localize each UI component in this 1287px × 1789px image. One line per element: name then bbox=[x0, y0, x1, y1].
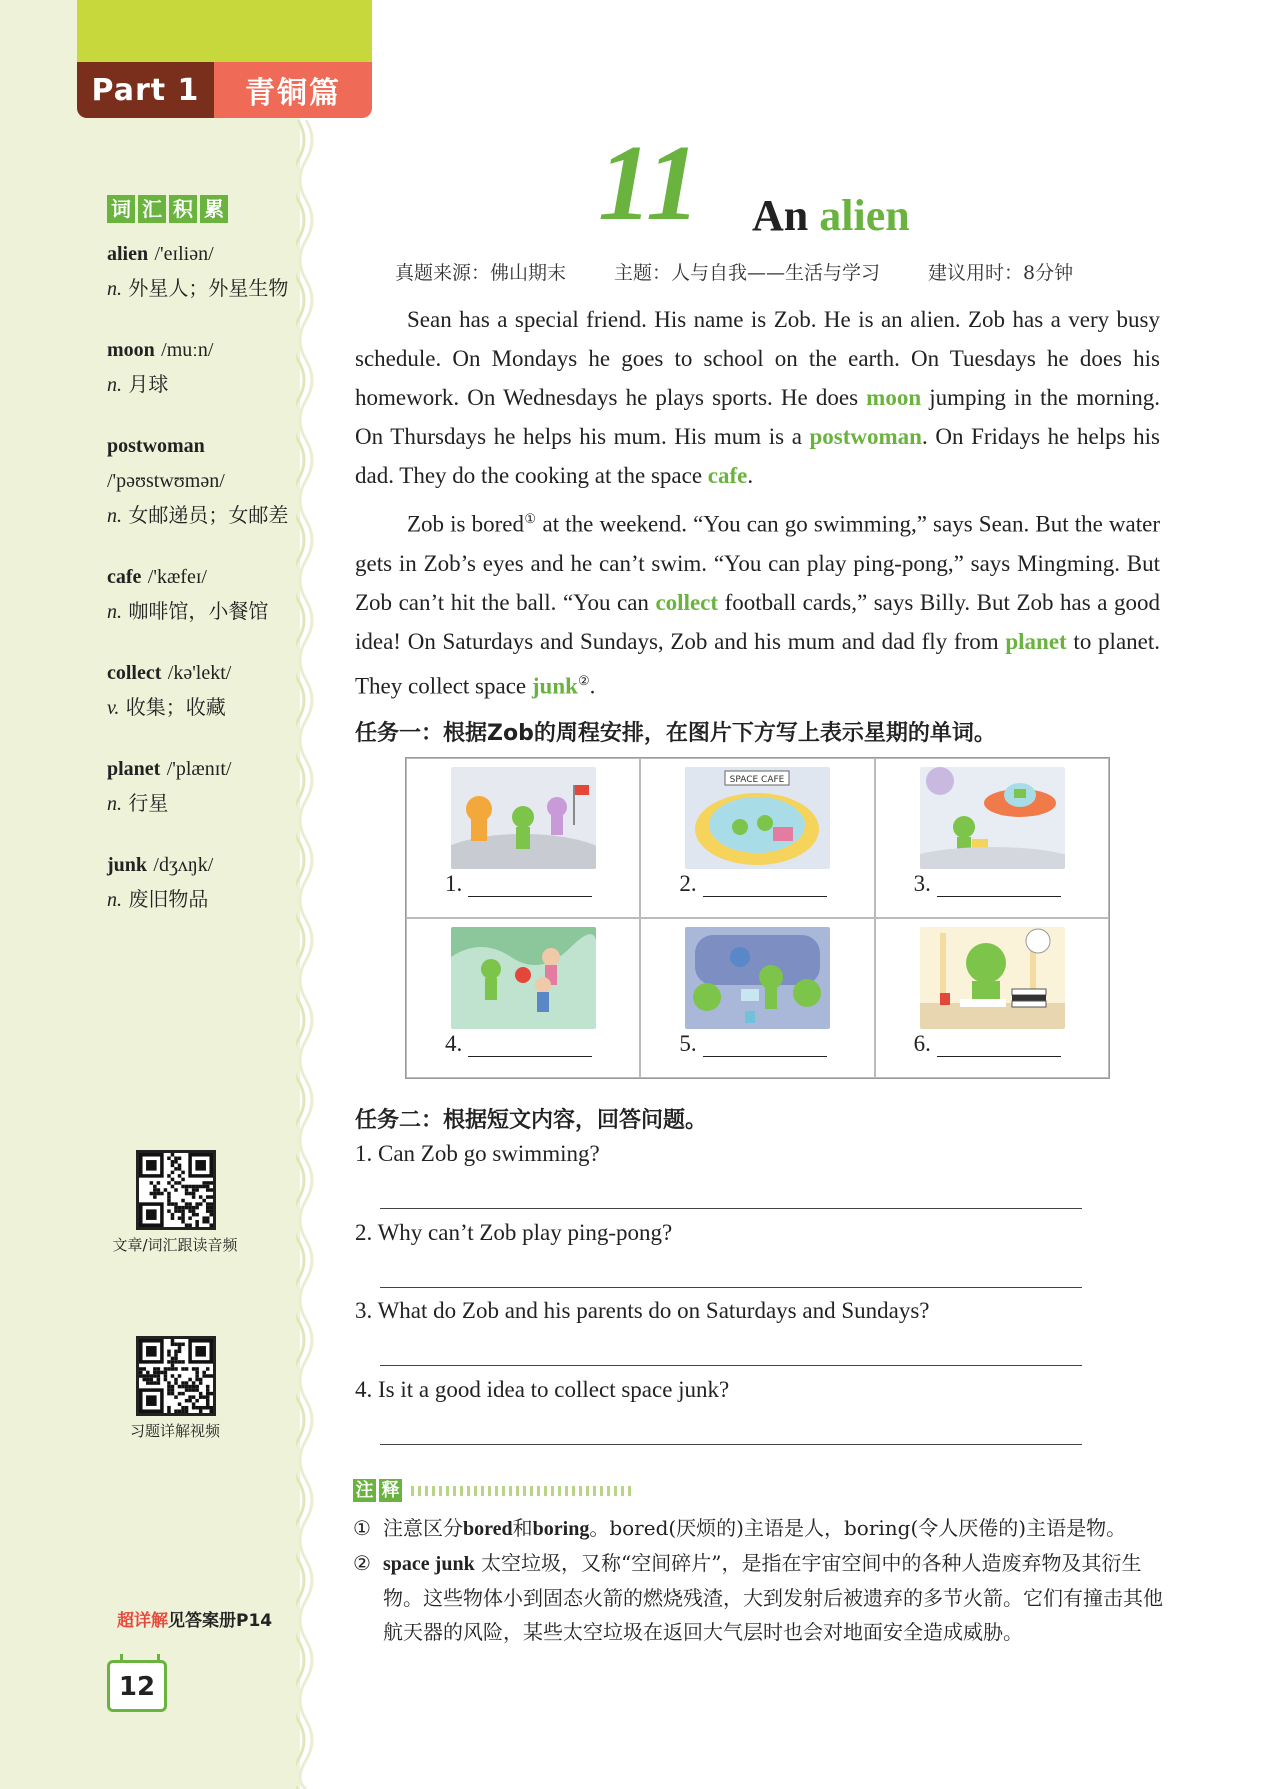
blank-number: 4. bbox=[445, 1031, 463, 1056]
task1-picture-grid bbox=[405, 757, 1110, 1079]
page-number: 12 bbox=[107, 1660, 167, 1712]
passage-text: jumping in the morning. On Thursdays he helps his mum. His mum is a bbox=[355, 385, 1160, 449]
answer-blank[interactable] bbox=[914, 1031, 1061, 1057]
vocab-word: postwoman /'pəʊstwʊmən/ bbox=[107, 435, 225, 492]
top-color-band bbox=[77, 0, 372, 62]
vocab-word: planet /'plænɪt/ bbox=[107, 758, 232, 780]
reading-passage bbox=[355, 300, 1160, 705]
highlight-word: planet bbox=[1005, 628, 1067, 654]
vocab-entry-collect bbox=[107, 655, 297, 725]
answer-blank[interactable] bbox=[914, 871, 1061, 897]
highlight-word: postwoman bbox=[809, 424, 922, 449]
scene-picture-homework bbox=[920, 927, 1065, 1029]
answer-blank[interactable] bbox=[679, 1031, 826, 1057]
part-name: 青铜篇 bbox=[214, 62, 372, 118]
answer-line-4[interactable] bbox=[380, 1444, 1082, 1445]
vocab-definition: n. 女邮递员；女邮差 bbox=[107, 503, 289, 527]
answer-ref-highlight: 超详解 bbox=[117, 1611, 168, 1631]
vocab-entry-postwoman bbox=[107, 428, 297, 533]
answer-blank[interactable] bbox=[679, 871, 826, 897]
vocab-entry-planet bbox=[107, 751, 297, 821]
answer-ref-text: 见答案册P14 bbox=[168, 1611, 273, 1631]
blank-number: 1. bbox=[445, 871, 463, 896]
passage-text: to planet. They collect space bbox=[355, 628, 1161, 699]
blank-line[interactable] bbox=[937, 876, 1061, 897]
meta-time: 建议用时：8分钟 bbox=[928, 262, 1074, 284]
answer-line-2[interactable] bbox=[380, 1287, 1082, 1288]
vocab-entry-cafe bbox=[107, 559, 297, 629]
question-1: 1. Can Zob go swimming? bbox=[355, 1141, 600, 1166]
notes-list bbox=[353, 1511, 1163, 1649]
blank-line[interactable] bbox=[937, 1036, 1061, 1057]
passage-text: . bbox=[747, 463, 754, 488]
answer-blank[interactable] bbox=[445, 871, 592, 897]
part-label: Part 1 bbox=[77, 62, 214, 118]
vocab-definition: n. 废旧物品 bbox=[107, 887, 209, 911]
answer-line-1[interactable] bbox=[380, 1208, 1082, 1209]
task1-cell-2 bbox=[640, 758, 874, 918]
lesson-title bbox=[752, 190, 910, 241]
answer-blank[interactable] bbox=[445, 1031, 592, 1057]
note-1 bbox=[353, 1511, 1163, 1546]
footnote-marker: ② bbox=[577, 672, 590, 688]
question-4: 4. Is it a good idea to collect space junk? bbox=[355, 1377, 730, 1402]
answer-reference bbox=[117, 1606, 272, 1631]
vocab-entry-junk bbox=[107, 847, 297, 917]
task1-cell-6 bbox=[875, 918, 1109, 1078]
meta-source: 真题来源：佛山期末 bbox=[395, 262, 567, 284]
vocab-word: cafe /'kæfeɪ/ bbox=[107, 566, 207, 588]
scene-picture-postwoman-ufo bbox=[920, 767, 1065, 869]
task1-title: 任务一：根据Zob的周程安排，在图片下方写上表示星期的单词。 bbox=[355, 721, 996, 746]
answer-line-3[interactable] bbox=[380, 1365, 1082, 1366]
vocab-word: alien /'eɪliən/ bbox=[107, 243, 214, 265]
lesson-title-first: An bbox=[752, 191, 809, 240]
passage-text: . On Fridays he helps his dad. They do the cooking at the space bbox=[355, 424, 1160, 488]
scene-picture-space-cafe bbox=[685, 767, 830, 869]
note-2 bbox=[353, 1546, 1163, 1649]
qr-audio-label: 文章/词汇跟读音频 bbox=[112, 1236, 238, 1254]
blank-line[interactable] bbox=[703, 1036, 827, 1057]
passage-text: Sean has a special friend. His name is Zob. He is an alien. Zob has a very busy schedule. On Mondays he goes to school on the earth. On Tuesdays he does his homework. On Wednesdays he plays sports. He does bbox=[355, 307, 1160, 410]
vocab-definition: v. 收集；收藏 bbox=[107, 695, 226, 719]
vocab-entry-moon bbox=[107, 332, 297, 402]
scene-picture-playing-sports bbox=[451, 927, 596, 1029]
blank-line[interactable] bbox=[468, 876, 592, 897]
blank-number: 5. bbox=[679, 1031, 697, 1056]
highlight-word: moon bbox=[866, 385, 922, 410]
footnote-marker: ① bbox=[524, 511, 537, 526]
task1-cell-4 bbox=[406, 918, 640, 1078]
task1-cell-1 bbox=[406, 758, 640, 918]
vocab-word: moon /muːn/ bbox=[107, 339, 214, 361]
qr-video-label: 习题详解视频 bbox=[129, 1422, 220, 1440]
highlight-word: cafe bbox=[707, 463, 748, 488]
passage-text: at the weekend. “You can go swimming,” says Sean. But the water gets in Zob’s eyes and he can’t swim. “You can play ping-pong,” says Mingming. But Zob can’t hit the ball. “You can bbox=[355, 511, 1161, 615]
vocab-word: collect /kə'lekt/ bbox=[107, 662, 232, 684]
meta-theme: 主题：人与自我——生活与学习 bbox=[614, 262, 881, 284]
scene-picture-school bbox=[685, 927, 830, 1029]
passage-text: . bbox=[589, 673, 596, 699]
vocab-definition: n. 外星人；外星生物 bbox=[107, 276, 289, 300]
notes-title-char: 注 bbox=[353, 1479, 376, 1502]
vocab-title-char: 汇 bbox=[138, 195, 166, 223]
note-number: ① bbox=[353, 1516, 371, 1540]
blank-number: 6. bbox=[913, 1031, 931, 1056]
qr-code-audio[interactable] bbox=[136, 1150, 216, 1230]
task2-title: 任务二：根据短文内容，回答问题。 bbox=[355, 1108, 708, 1133]
vocab-section-title bbox=[107, 195, 228, 223]
vocab-definition: n. 月球 bbox=[107, 372, 169, 396]
passage-text: Zob is bored bbox=[407, 511, 524, 537]
lesson-title-second: alien bbox=[819, 191, 910, 240]
passage-text: football cards,” says Billy. But Zob has a good idea! On Saturdays and Sundays, Zob and his mum and dad fly from bbox=[355, 589, 1160, 654]
svg-text:SPACE CAFE: SPACE CAFE bbox=[729, 775, 785, 785]
sidebar-wavy-edge bbox=[296, 120, 322, 1789]
lesson-number: 11 bbox=[598, 124, 701, 243]
note-text: space junk 太空垃圾，又称“空间碎片”，是指在宇宙空间中的各种人造废弃物及其衍生物。这些物体小到固态火箭的燃烧残渣，大到发射后被遗弃的多节火箭。它们有撞击其他航天器的风险，某些太空垃圾在返回大气层时也会对地面安全造成威胁。 bbox=[383, 1551, 1163, 1644]
blank-number: 3. bbox=[913, 871, 931, 896]
question-2: 2. Why can’t Zob play ping-pong? bbox=[355, 1220, 673, 1245]
blank-number: 2. bbox=[679, 871, 697, 896]
vocab-list bbox=[107, 236, 297, 943]
notes-divider bbox=[411, 1486, 631, 1496]
vocab-title-char: 词 bbox=[107, 195, 135, 223]
notes-title-char: 释 bbox=[379, 1479, 402, 1502]
vocab-word: junk /dʒʌŋk/ bbox=[107, 854, 214, 876]
vocab-title-char: 累 bbox=[200, 195, 228, 223]
task1-cell-3 bbox=[875, 758, 1109, 918]
notes-title bbox=[353, 1479, 631, 1502]
vocab-definition: n. 行星 bbox=[107, 791, 169, 815]
scene-picture-moon-jumping bbox=[451, 767, 596, 869]
note-text: 注意区分bored和boring。bored(厌烦的)主语是人，boring(令人厌倦的)主语是物。 bbox=[383, 1516, 1127, 1540]
blank-line[interactable] bbox=[703, 876, 827, 897]
vocab-definition: n. 咖啡馆，小餐馆 bbox=[107, 599, 269, 623]
note-number: ② bbox=[353, 1551, 371, 1575]
blank-line[interactable] bbox=[468, 1036, 592, 1057]
task1-cell-5 bbox=[640, 918, 874, 1078]
passage-paragraph-1 bbox=[355, 300, 1160, 495]
qr-code-video[interactable] bbox=[136, 1336, 216, 1416]
passage-paragraph-2 bbox=[355, 499, 1160, 705]
vocab-entry-alien bbox=[107, 236, 297, 306]
vocab-title-char: 积 bbox=[169, 195, 197, 223]
highlight-word: junk bbox=[531, 673, 578, 699]
question-3: 3. What do Zob and his parents do on Saturdays and Sundays? bbox=[355, 1298, 930, 1323]
part-tab bbox=[77, 62, 372, 118]
highlight-word: collect bbox=[655, 589, 719, 615]
lesson-meta bbox=[395, 258, 1195, 285]
